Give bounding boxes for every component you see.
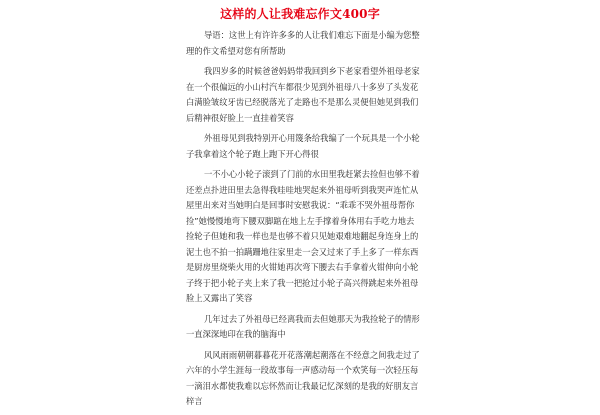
body-paragraph: 我四岁多的时候爸爸妈妈带我回到乡下老家看望外祖母老家在一个很偏远的小山村汽车都很少见到外祖母八十多岁了头发花白满脸皱纹牙齿已经脱落光了走路也不是那么灵便但她见到我们后精神很好脸上一直挂着笑容 <box>186 66 420 123</box>
intro-paragraph: 导语：这世上有许许多多的人让我们难忘下面是小编为您整理的作文希望对您有所帮助 <box>186 30 420 56</box>
body-paragraph: 风风雨雨朝朝暮暮花开花落潮起潮落在不经意之间我走过了六年的小学生涯每一段故事每一声感动每一个欢笑每一次轻压每一滴泪水都使我难以忘怀然而让我最记忆深刻的是我的好朋友言梓言 <box>186 349 420 406</box>
document-title: 这样的人让我难忘作文400字 <box>220 7 380 21</box>
body-paragraph: 一不小心小轮子滚到了门前的水田里我赶紧去捡但也够不着还差点扑进田里去急得我哇哇地哭起来外祖母听到我哭声连忙从屋里出来对当她明白是回事时安慰我说：“乖乖不哭外祖母帮你捡”她慢慢地弯下腰双脚踮在地上左手撑着身体用右手吃力地去捡轮子但她和我一样也是也够不着只见她艰难地翻起身连身上的泥土也不拍一拍蹒跚地往家里走一会又过来了手上多了一样东西是厨房里烧柴火用的火钳她再次弯下腰去右手拿着火钳伸向小轮子终于把小轮子夹上来了我一把抢过小轮子高兴得跳起来外祖母脸上又露出了笑容 <box>186 169 420 303</box>
body-paragraph: 外祖母见到我特别开心用篾条给我编了一个玩具是一个小轮子我拿着这个轮子跑上跑下开心得很 <box>186 133 420 159</box>
body-paragraph: 几年过去了外祖母已经离我而去但她那天为我捡轮子的情形一直深深地印在我的脑海中 <box>186 313 420 339</box>
document-body <box>186 28 422 415</box>
